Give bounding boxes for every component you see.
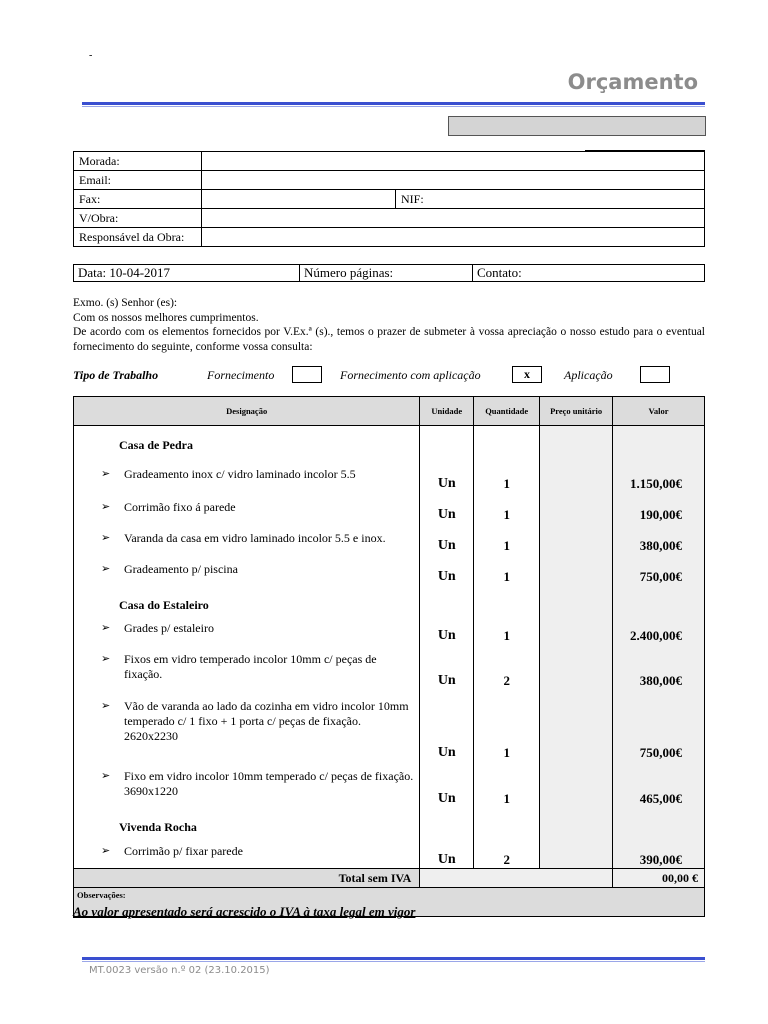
- item-unit-price: [540, 835, 613, 869]
- item-unit: Un: [420, 835, 474, 869]
- bullet-arrow-icon: ➢: [101, 501, 111, 513]
- item-unit-price: [540, 523, 613, 554]
- item-description: Fixo em vidro incolor 10mm temperado c/ peças de fixação. 3690x1220: [124, 769, 414, 798]
- observations-label: Observações:: [74, 888, 705, 917]
- item-unit-price: [540, 456, 613, 492]
- item-description: Grades p/ estaleiro: [124, 621, 214, 635]
- item-value: 380,00€: [613, 523, 705, 554]
- option-fornecimento-label: Fornecimento: [207, 368, 275, 382]
- morada-value: [202, 152, 705, 171]
- section-title: Casa de Pedra: [74, 434, 420, 456]
- nif-label: NIF:: [396, 190, 705, 209]
- item-quantity: 1: [474, 456, 540, 492]
- item-unit-price: [540, 613, 613, 644]
- item-unit: Un: [420, 554, 474, 585]
- item-unit-price: [540, 644, 613, 689]
- item-quantity: 1: [474, 689, 540, 761]
- option-fornecimento-aplicacao-checkbox[interactable]: x: [512, 366, 542, 383]
- header-rule: [82, 102, 705, 105]
- footer-rule: [82, 957, 705, 960]
- bullet-arrow-icon: ➢: [101, 700, 111, 712]
- item-unit: Un: [420, 523, 474, 554]
- client-info-table: [73, 151, 705, 247]
- greeting: Exmo. (s) Senhor (es):: [73, 297, 178, 309]
- email-value: [202, 171, 705, 190]
- bullet-arrow-icon: ➢: [101, 770, 111, 782]
- header-quantidade: Quantidade: [474, 397, 540, 426]
- header-mark: -: [89, 50, 93, 61]
- bullet-arrow-icon: ➢: [101, 532, 111, 544]
- section-row: [74, 585, 705, 613]
- table-row: [74, 456, 705, 492]
- table-row: [74, 554, 705, 585]
- item-value: 750,00€: [613, 689, 705, 761]
- contact-field: Contato:: [473, 265, 705, 282]
- item-unit: Un: [420, 761, 474, 807]
- option-fornecimento-aplicacao-label: Fornecimento com aplicação: [340, 368, 481, 382]
- item-description: Vão de varanda ao lado da cozinha em vidro incolor 10mm temperado c/ 1 fixo + 1 porta c/ peças de fixação. 2620x2230: [124, 699, 409, 743]
- responsavel-label: Responsável da Obra:: [74, 228, 202, 247]
- items-table: [73, 396, 705, 917]
- table-row: [74, 835, 705, 869]
- section-row: [74, 434, 705, 456]
- obra-label: V/Obra:: [74, 209, 202, 228]
- item-description: Corrimão p/ fixar parede: [124, 844, 243, 858]
- item-value: 465,00€: [613, 761, 705, 807]
- item-unit-price: [540, 689, 613, 761]
- intro-paragraph: De acordo com os elementos fornecidos por V.Ex.ª (s)., temos o prazer de submeter à vossa apreciação o nosso estudo para o eventual fornecimento do seguinte, conforme vossa consulta:: [73, 326, 705, 353]
- item-unit: Un: [420, 456, 474, 492]
- item-unit: Un: [420, 689, 474, 761]
- document-title: Orçamento: [567, 70, 698, 94]
- option-fornecimento-checkbox[interactable]: [292, 366, 322, 383]
- table-row: [74, 644, 705, 689]
- item-description: Gradeamento inox c/ vidro laminado incolor 5.5: [124, 466, 356, 481]
- table-row: [74, 523, 705, 554]
- total-value: 00,00 €: [613, 869, 705, 888]
- email-label: Email:: [74, 171, 202, 190]
- header-rule-thin: [82, 106, 705, 107]
- header-preco: Preço unitário: [540, 397, 613, 426]
- table-row: [74, 613, 705, 644]
- section-title: Vivenda Rocha: [74, 807, 420, 835]
- header-unidade: Unidade: [420, 397, 474, 426]
- item-quantity: 1: [474, 761, 540, 807]
- item-value: 1.150,00€: [613, 456, 705, 492]
- intro-text: [73, 296, 705, 354]
- item-unit-price: [540, 761, 613, 807]
- meta-table: [73, 264, 705, 282]
- iva-note: Ao valor apresentado será acrescido o IVA à taxa legal em vigor: [73, 904, 416, 919]
- item-description: Fixos em vidro temperado incolor 10mm c/ peças de fixação.: [124, 651, 377, 681]
- work-type-row: [73, 366, 705, 386]
- item-unit: Un: [420, 644, 474, 689]
- header-designacao: Designação: [74, 397, 420, 426]
- fax-value: [202, 190, 396, 209]
- option-aplicacao-label: Aplicação: [564, 368, 613, 382]
- table-row: [74, 761, 705, 807]
- item-value: 190,00€: [613, 492, 705, 523]
- section-row: [74, 807, 705, 835]
- reference-box: [448, 116, 706, 136]
- work-type-label: Tipo de Trabalho: [73, 368, 159, 382]
- item-unit: Un: [420, 492, 474, 523]
- item-quantity: 1: [474, 554, 540, 585]
- total-label: Total sem IVA: [74, 869, 420, 888]
- pages-field: Número páginas:: [300, 265, 473, 282]
- item-quantity: 2: [474, 644, 540, 689]
- item-unit: Un: [420, 613, 474, 644]
- table-row: [74, 492, 705, 523]
- total-row: [74, 869, 705, 888]
- item-value: 380,00€: [613, 644, 705, 689]
- fax-label: Fax:: [74, 190, 202, 209]
- date-field: Data: 10-04-2017: [74, 265, 300, 282]
- section-title: Casa do Estaleiro: [74, 585, 420, 613]
- bullet-arrow-icon: ➢: [101, 563, 111, 575]
- bullet-arrow-icon: ➢: [101, 467, 111, 480]
- morada-label: Morada:: [74, 152, 202, 171]
- item-quantity: 1: [474, 492, 540, 523]
- item-unit-price: [540, 554, 613, 585]
- item-description: Corrimão fixo á parede: [124, 500, 236, 514]
- item-value: 2.400,00€: [613, 613, 705, 644]
- item-value: 390,00€: [613, 835, 705, 869]
- table-row: [74, 689, 705, 761]
- item-value: 750,00€: [613, 554, 705, 585]
- item-unit-price: [540, 492, 613, 523]
- obra-value: [202, 209, 705, 228]
- item-description: Varanda da casa em vidro laminado incolor 5.5 e inox.: [124, 531, 386, 545]
- header-valor: Valor: [613, 397, 705, 426]
- item-quantity: 1: [474, 523, 540, 554]
- item-quantity: 2: [474, 835, 540, 869]
- regards: Com os nossos melhores cumprimentos.: [73, 311, 259, 324]
- bullet-arrow-icon: ➢: [101, 845, 111, 857]
- footer-rule-thin: [82, 961, 705, 962]
- item-quantity: 1: [474, 613, 540, 644]
- bullet-arrow-icon: ➢: [101, 622, 111, 634]
- bullet-arrow-icon: ➢: [101, 652, 111, 665]
- responsavel-value: [202, 228, 705, 247]
- item-description: Gradeamento p/ piscina: [124, 562, 238, 576]
- footer-version: MT.0023 versão n.º 02 (23.10.2015): [89, 965, 270, 976]
- option-aplicacao-checkbox[interactable]: [640, 366, 670, 383]
